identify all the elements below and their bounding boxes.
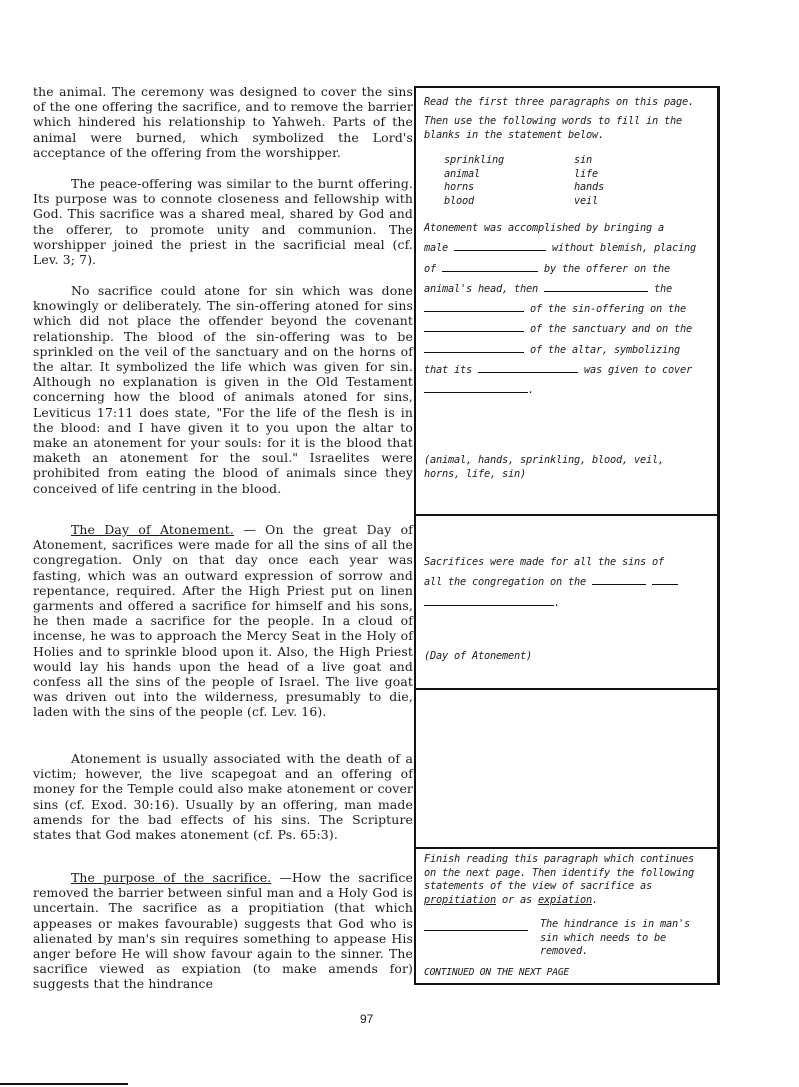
exercise-box-empty: [416, 688, 717, 847]
blank-field[interactable]: [424, 301, 524, 312]
word-row: [444, 195, 684, 209]
term-expiation: expiation: [538, 893, 592, 906]
word: animal: [444, 167, 480, 180]
blank-field[interactable]: [592, 574, 646, 585]
instruction-read: Read the first three paragraphs on this page.: [424, 96, 694, 108]
paragraph-peace-offering: The peace-offering was similar to the burnt offering. Its purpose was to connote closeness and fellowship with God. This sacrifice was a shared meal, shared by God and the offerer, to promote unity and communion. The worshipper joined the priest in the sacrificial meal (cf. Lev. 3; 7).: [33, 176, 413, 268]
blank-field[interactable]: [424, 920, 528, 931]
answer-key: (Day of Atonement): [424, 650, 532, 662]
exercise-box-fill-blanks: [416, 88, 717, 512]
exercise-box-propitiation-expiation: [416, 847, 717, 985]
paragraph-atonement-victim: Atonement is usually associated with the death of a victim; however, the live scapegoat and an offering of money for the Temple could also make atonement or cover sins (cf. Exod. 30:16). Usually by an offering, man made amends for the bad effects of his sins. The Scripture states that God makes atonement (cf. Ps. 65:3).: [33, 751, 413, 843]
paragraph-burnt-offering-end: the animal. The ceremony was designed to cover the sins of the one offering the sacrifice, and to remove the barrier which hindered his relationship to Yahweh. Parts of the animal were burned, which symbolized the Lord's acceptance of the offering from the worshipper.: [33, 84, 413, 160]
blank-field[interactable]: [454, 240, 546, 251]
word-row: [444, 154, 684, 168]
word: sin: [574, 154, 592, 166]
word-row: [444, 168, 684, 182]
word: horns: [444, 181, 474, 193]
word-row: [444, 181, 684, 195]
word: blood: [444, 194, 474, 207]
statement-item: The hindrance is in man's sin which needs to be removed.: [540, 918, 690, 957]
answer-key: (animal, hands, sprinkling, blood, veil, horns, life, sin): [424, 454, 664, 480]
page-number: 97: [360, 1012, 374, 1026]
section-heading-day-of-atonement: The Day of Atonement.: [71, 522, 235, 537]
continued-note: CONTINUED ON THE NEXT PAGE: [424, 967, 569, 978]
blank-field[interactable]: [424, 595, 554, 606]
word: veil: [574, 194, 598, 207]
instruction-identify: Finish reading this paragraph which continues on the next page. Then identify the following statements of the view of sacrifice as propitiation or as expiation.: [424, 853, 694, 906]
word-list: [444, 154, 684, 208]
instruction-fill: Then use the following words to fill in the blanks in the statement below.: [424, 115, 682, 141]
blank-field[interactable]: [478, 362, 578, 373]
word: life: [574, 167, 598, 180]
paragraph-body: — On the great Day of Atonement, sacrifices were made for all the sins of all the congregation. Only on that day once each year was fasting, which was an outward expression of sorrow and repentance, required. After the High Priest put on linen garments and offered a sacrifice for himself and his sons, he then made a sacrifice for the people. In a cloud of incense, he was to approach the Mercy Seat in the Holy of Holies and to sprinkle blood upon it. Also, the High Priest would lay his hands upon the head of a live goat and confess all the sins of the people of Israel. The live goat was driven out into the wilderness, presumably to die, laden with the sins of the people (cf. Lev. 16).: [33, 522, 413, 720]
blank-field[interactable]: [424, 321, 524, 332]
fill-in-statement: Atonement was accomplished by bringing a male without blemish, placing of by the offerer on the animal's head, then the of the sin-offering on the of the sanctuary and on the of the altar, symbolizing that its was given to cover .: [424, 222, 696, 397]
blank-field[interactable]: [442, 261, 538, 272]
paragraph-purpose-of-sacrifice: [33, 870, 413, 992]
paragraph-body: —How the sacrifice removed the barrier between sinful man and a Holy God is uncertain. The sacrifice as a propitiation (that which appeases or makes favourable) suggests that God who is alienated by man's sin requires something to appease His anger before He will show favour again to the sinner. The sacrifice viewed as expiation (to make amends for) suggests that the hindrance: [33, 870, 413, 992]
exercise-box-day-of-atonement: [416, 514, 717, 688]
fill-in-statement: Sacrifices were made for all the sins of all the congregation on the .: [424, 552, 711, 613]
blank-field[interactable]: [652, 574, 678, 585]
term-propitiation: propitiation: [424, 893, 496, 906]
paragraph-day-of-atonement: [33, 522, 413, 720]
blank-field[interactable]: [424, 382, 528, 393]
blank-field[interactable]: [544, 281, 648, 292]
paragraph-sin-offering: No sacrifice could atone for sin which was done knowingly or deliberately. The sin-offering atoned for sins which did not place the offender beyond the covenant relationship. The blood of the sin-offering was to be sprinkled on the veil of the sanctuary and on the horns of the altar. It symbolized the life which was given for sin. Although no explanation is given in the Old Testament concerning how the blood of animals atoned for sins, Leviticus 17:11 does state, "For the life of the flesh is in the blood: and I have given it to you upon the altar to make an atonement for your souls: for it is the blood that maketh an atonement for the soul." Israelites were prohibited from eating the blood of animals since they conceived of life centring in the blood.: [33, 283, 413, 496]
word: sprinkling: [444, 154, 504, 166]
section-heading-purpose: The purpose of the sacrifice.: [71, 870, 272, 885]
study-panel: [414, 86, 720, 985]
footer-rule: [0, 1083, 128, 1085]
blank-field[interactable]: [424, 342, 524, 353]
word: hands: [574, 181, 604, 193]
